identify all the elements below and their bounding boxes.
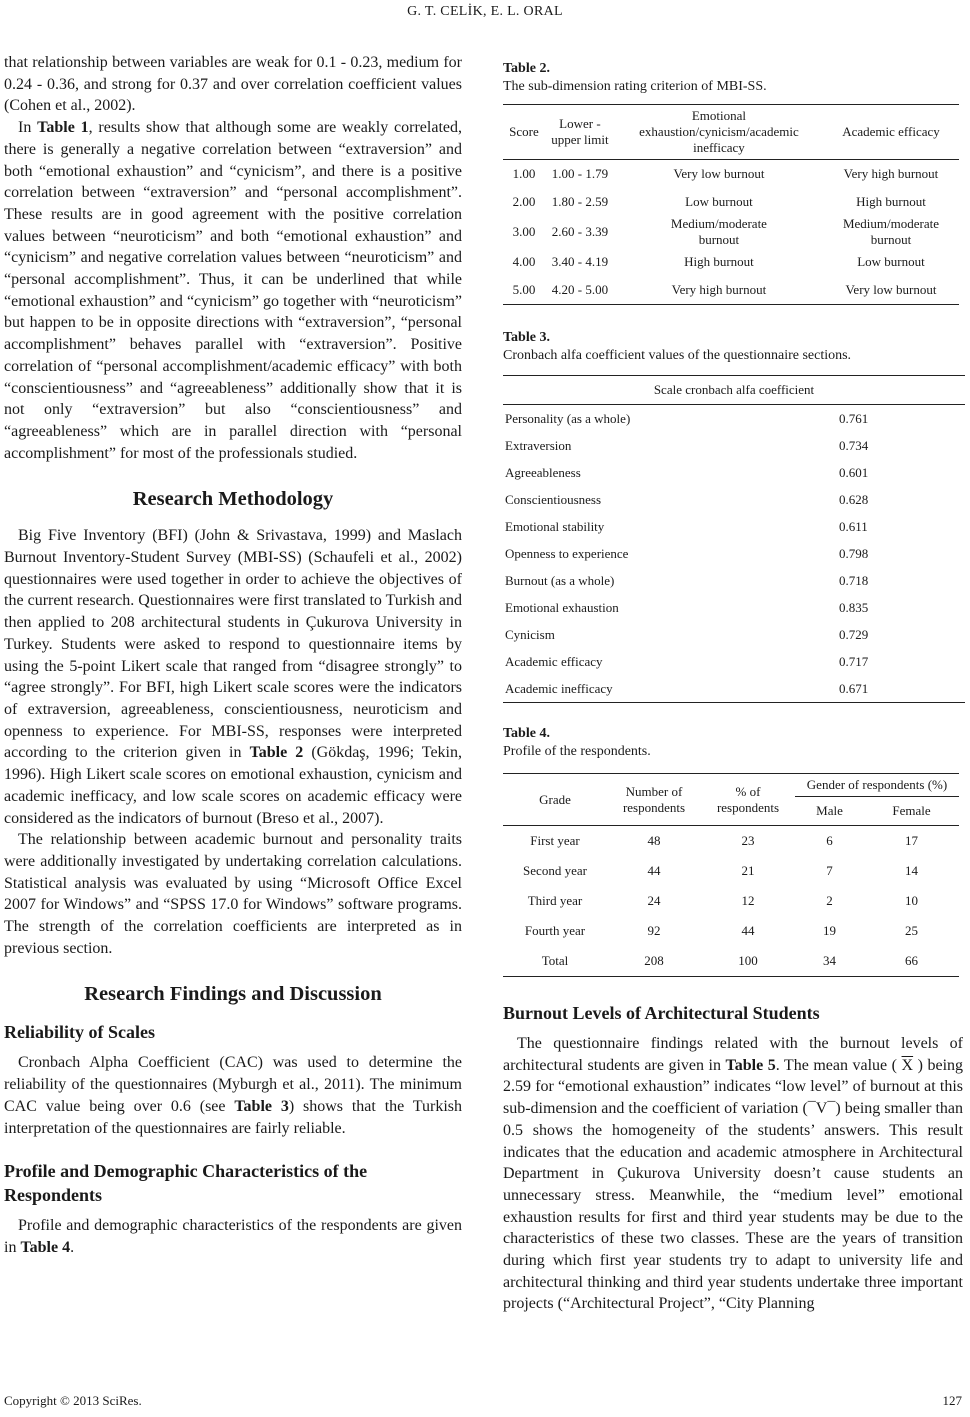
table5-reference[interactable]: Table 5 [725, 1056, 776, 1074]
table3-label: Table 3. [503, 330, 550, 345]
table-row: Total 208 100 34 66 [541, 953, 918, 968]
paragraph-statistics: The relationship between academic burnout and personality traits were additionally investigated by undertaking correlation calculations. Statistical analysis was evaluated by using “Microsoft Office Excel 2007 for Windows” and “SPSS 17.0 for Windows” software programs. The strength of the correlation coefficients are interpreted as in previous section. [4, 831, 462, 957]
table3-reference[interactable]: Table 3 [234, 1097, 289, 1115]
subheading-reliability: Reliability of Scales [4, 1022, 155, 1043]
table3-caption: Table 3. Cronbach alfa coefficient values of the questionnaire sections. [503, 330, 852, 363]
table2-header-cell: Score [503, 105, 545, 160]
table4-subheader-cell: Female [864, 797, 959, 826]
table4-subheader-cell: Male [795, 797, 864, 826]
table-row: 2.00 1.80 - 2.59 Low burnout High burnout [512, 194, 926, 209]
table-row: Cynicism 0.729 [505, 626, 869, 642]
paragraph-reliability: Cronbach Alpha Coefficient (CAC) was used to determine the reliability of the questionnaires (Myburgh et al., 2011). The minimum CAC value being over 0.6 (see Table 3) shows that the Turkish interpretation of the questionnaires are fairly reliable. [4, 1054, 463, 1137]
paragraph-burnout-levels: The questionnaire findings related with the burnout levels of architectural students are given in Table 5. The mean value ( $\overline{X}$ ) being 2.59 for “emotional exhaustion” indicates “low level” of burnout at this sub-dimension and the coefficient of variation (¯V¯) being smaller than 0.5 shows the homogeneity of the students’ answers. This result indicates that the education and academic atmosphere in Architectural Department in Çukurova University doesn’t cause students an unnecessary stress. Meanwhile, the “medium level” emotional exhaustion results for first and third year students may be due to the characteristics of these two classes. These are the years of transition during which first year students try to adapt to university life and architectural thinking and third year students undertake three important projects (“Architectural Project”, “City Planning [503, 1035, 964, 1313]
table-row: Academic inefficacy 0.671 [505, 680, 869, 696]
table-row: Second year 44 21 7 14 [523, 863, 918, 878]
table3 [503, 375, 965, 703]
copyright-footer: Copyright © 2013 SciRes. [4, 1393, 142, 1408]
table4-label: Table 4. [503, 726, 550, 741]
table-row: Agreeableness 0.601 [505, 464, 869, 480]
running-header: G. T. CELİK, E. L. ORAL [407, 4, 563, 19]
mean-symbol: $\overline{X}$ [901, 1056, 914, 1074]
table2-label: Table 2. [503, 61, 550, 76]
table4-caption: Table 4. Profile of the respondents. [503, 726, 651, 759]
left-column [4, 52, 462, 1259]
table4 [503, 773, 959, 977]
table-row: Fourth year 92 44 19 25 [524, 923, 918, 938]
paragraph-profile: Profile and demographic characteristics of the respondents are given in Table 4. [4, 1217, 462, 1256]
paragraph-table1-results: In Table 1, results show that although some are weakly correlated, there is generally a negative correlation between “extraversion” and both “emotional exhaustion” and “cynicism”, and there is a positive correlation between “extraversion” and “personal accomplishment”. These results are in good agreement with the positive correlation values between “neuroticism” and both “emotional exhaustion” and “cynicism” and negative correlation values between “neuroticism” and “personal accomplishment”. Thus, it can be underlined that while “emotional exhaustion” and “cynicism” go together with “neuroticism” but happen to be in opposite directions with “extraversion”, “personal accomplishment” behaves parallel with “extraversion”. Positive correlation of “personal accomplishment/academic efficacy” with both “conscientiousness” and “agreeableness” additionally show that it is not only “extraversion” but also “conscientiousness” and “agreeableness” which are in parallel direction with “personal accomplishment” for most of the professionals studied. [4, 119, 463, 462]
table-row: 5.00 4.20 - 5.00 Very high burnout Very low burnout [512, 282, 937, 297]
table4-header-cell: % of respondents [701, 774, 795, 826]
table-row: 4.00 3.40 - 4.19 High burnout Low burnout [512, 254, 925, 269]
table-row: Academic efficacy 0.717 [505, 653, 869, 669]
page-number: 127 [942, 1393, 962, 1408]
table2-reference[interactable]: Table 2 [249, 744, 304, 762]
table-row: Emotional exhaustion 0.835 [505, 599, 869, 615]
subheading-burnout-levels: Burnout Levels of Architectural Students [503, 1003, 820, 1023]
table-row: Burnout (as a whole) 0.718 [505, 572, 869, 588]
table-row: Extraversion 0.734 [505, 437, 869, 453]
table-row: Emotional stability 0.611 [505, 518, 868, 534]
table2-header-cell: Lower - upper limit [545, 105, 615, 160]
paragraph-methodology: Big Five Inventory (BFI) (John & Srivastava, 1999) and Maslach Burnout Inventory-Student Survey (MBI-SS) (Schaufeli et al., 2002) questionnaires were used together in order to achieve the objectives of the current research. Questionnaires were first translated to Turkish and then applied to 208 architectural students in Çukurova University in Turkey. Students were asked to respond to questionnaire items by using the 5-point Likert scale that ranged from “disagree strongly” to “agree strongly”. For BFI, high Likert scale scores were the indicators of extraversion, agreeableness, conscientiousness, neuroticism and openness to experience. For MBI-SS, responses were interpreted according to the criterion given in Table 2 (Gökdaş, 1996; Tekin, 1996). High Likert scale scores on emotional exhaustion, cynicism and academic inefficacy, and low scale scores on academic efficacy were considered as the indicators of burnout (Breso et al., 2007). [4, 527, 462, 827]
table-row: 1.00 1.00 - 1.79 Very low burnout Very high burnout [512, 166, 939, 181]
table1-reference[interactable]: Table 1 [37, 119, 89, 137]
section-heading-methodology: Research Methodology [132, 488, 334, 511]
right-column [503, 60, 963, 1315]
table4-header-cell: Number of respondents [607, 774, 701, 826]
table-row: First year 48 23 6 17 [530, 833, 918, 848]
table4-reference[interactable]: Table 4 [20, 1238, 71, 1256]
subheading-profile: Profile and Demographic Characteristics of the Respondents [4, 1161, 368, 1206]
table-row: Conscientiousness 0.628 [505, 491, 869, 507]
table-row: Personality (as a whole) 0.761 [505, 410, 869, 426]
table2 [503, 104, 959, 305]
table-row: Openness to experience 0.798 [505, 545, 869, 561]
table2-caption: Table 2. The sub-dimension rating criterion of MBI-SS. [503, 61, 767, 94]
section-heading-findings: Research Findings and Discussion [84, 983, 382, 1006]
table-row: Third year 24 12 2 10 [527, 893, 918, 908]
table2-header-cell: Academic efficacy [823, 105, 959, 160]
table2-header-cell: Emotional exhaustion/cynicism/academic inefficacy [615, 105, 823, 160]
table4-header-cell: Gender of respondents (%) [795, 774, 959, 797]
table3-header: Scale cronbach alfa coefficient [503, 376, 965, 405]
paragraph-intro: that relationship between variables are weak for 0.1 - 0.23, medium for 0.24 - 0.36, and strong for 0.37 and over correlation coefficient values (Cohen et al., 2002). [4, 54, 462, 115]
table-row: 3.00 2.60 - 3.39 Medium/moderate burnout Medium/moderate burnout [512, 216, 939, 247]
table4-header-cell: Grade [503, 774, 607, 826]
